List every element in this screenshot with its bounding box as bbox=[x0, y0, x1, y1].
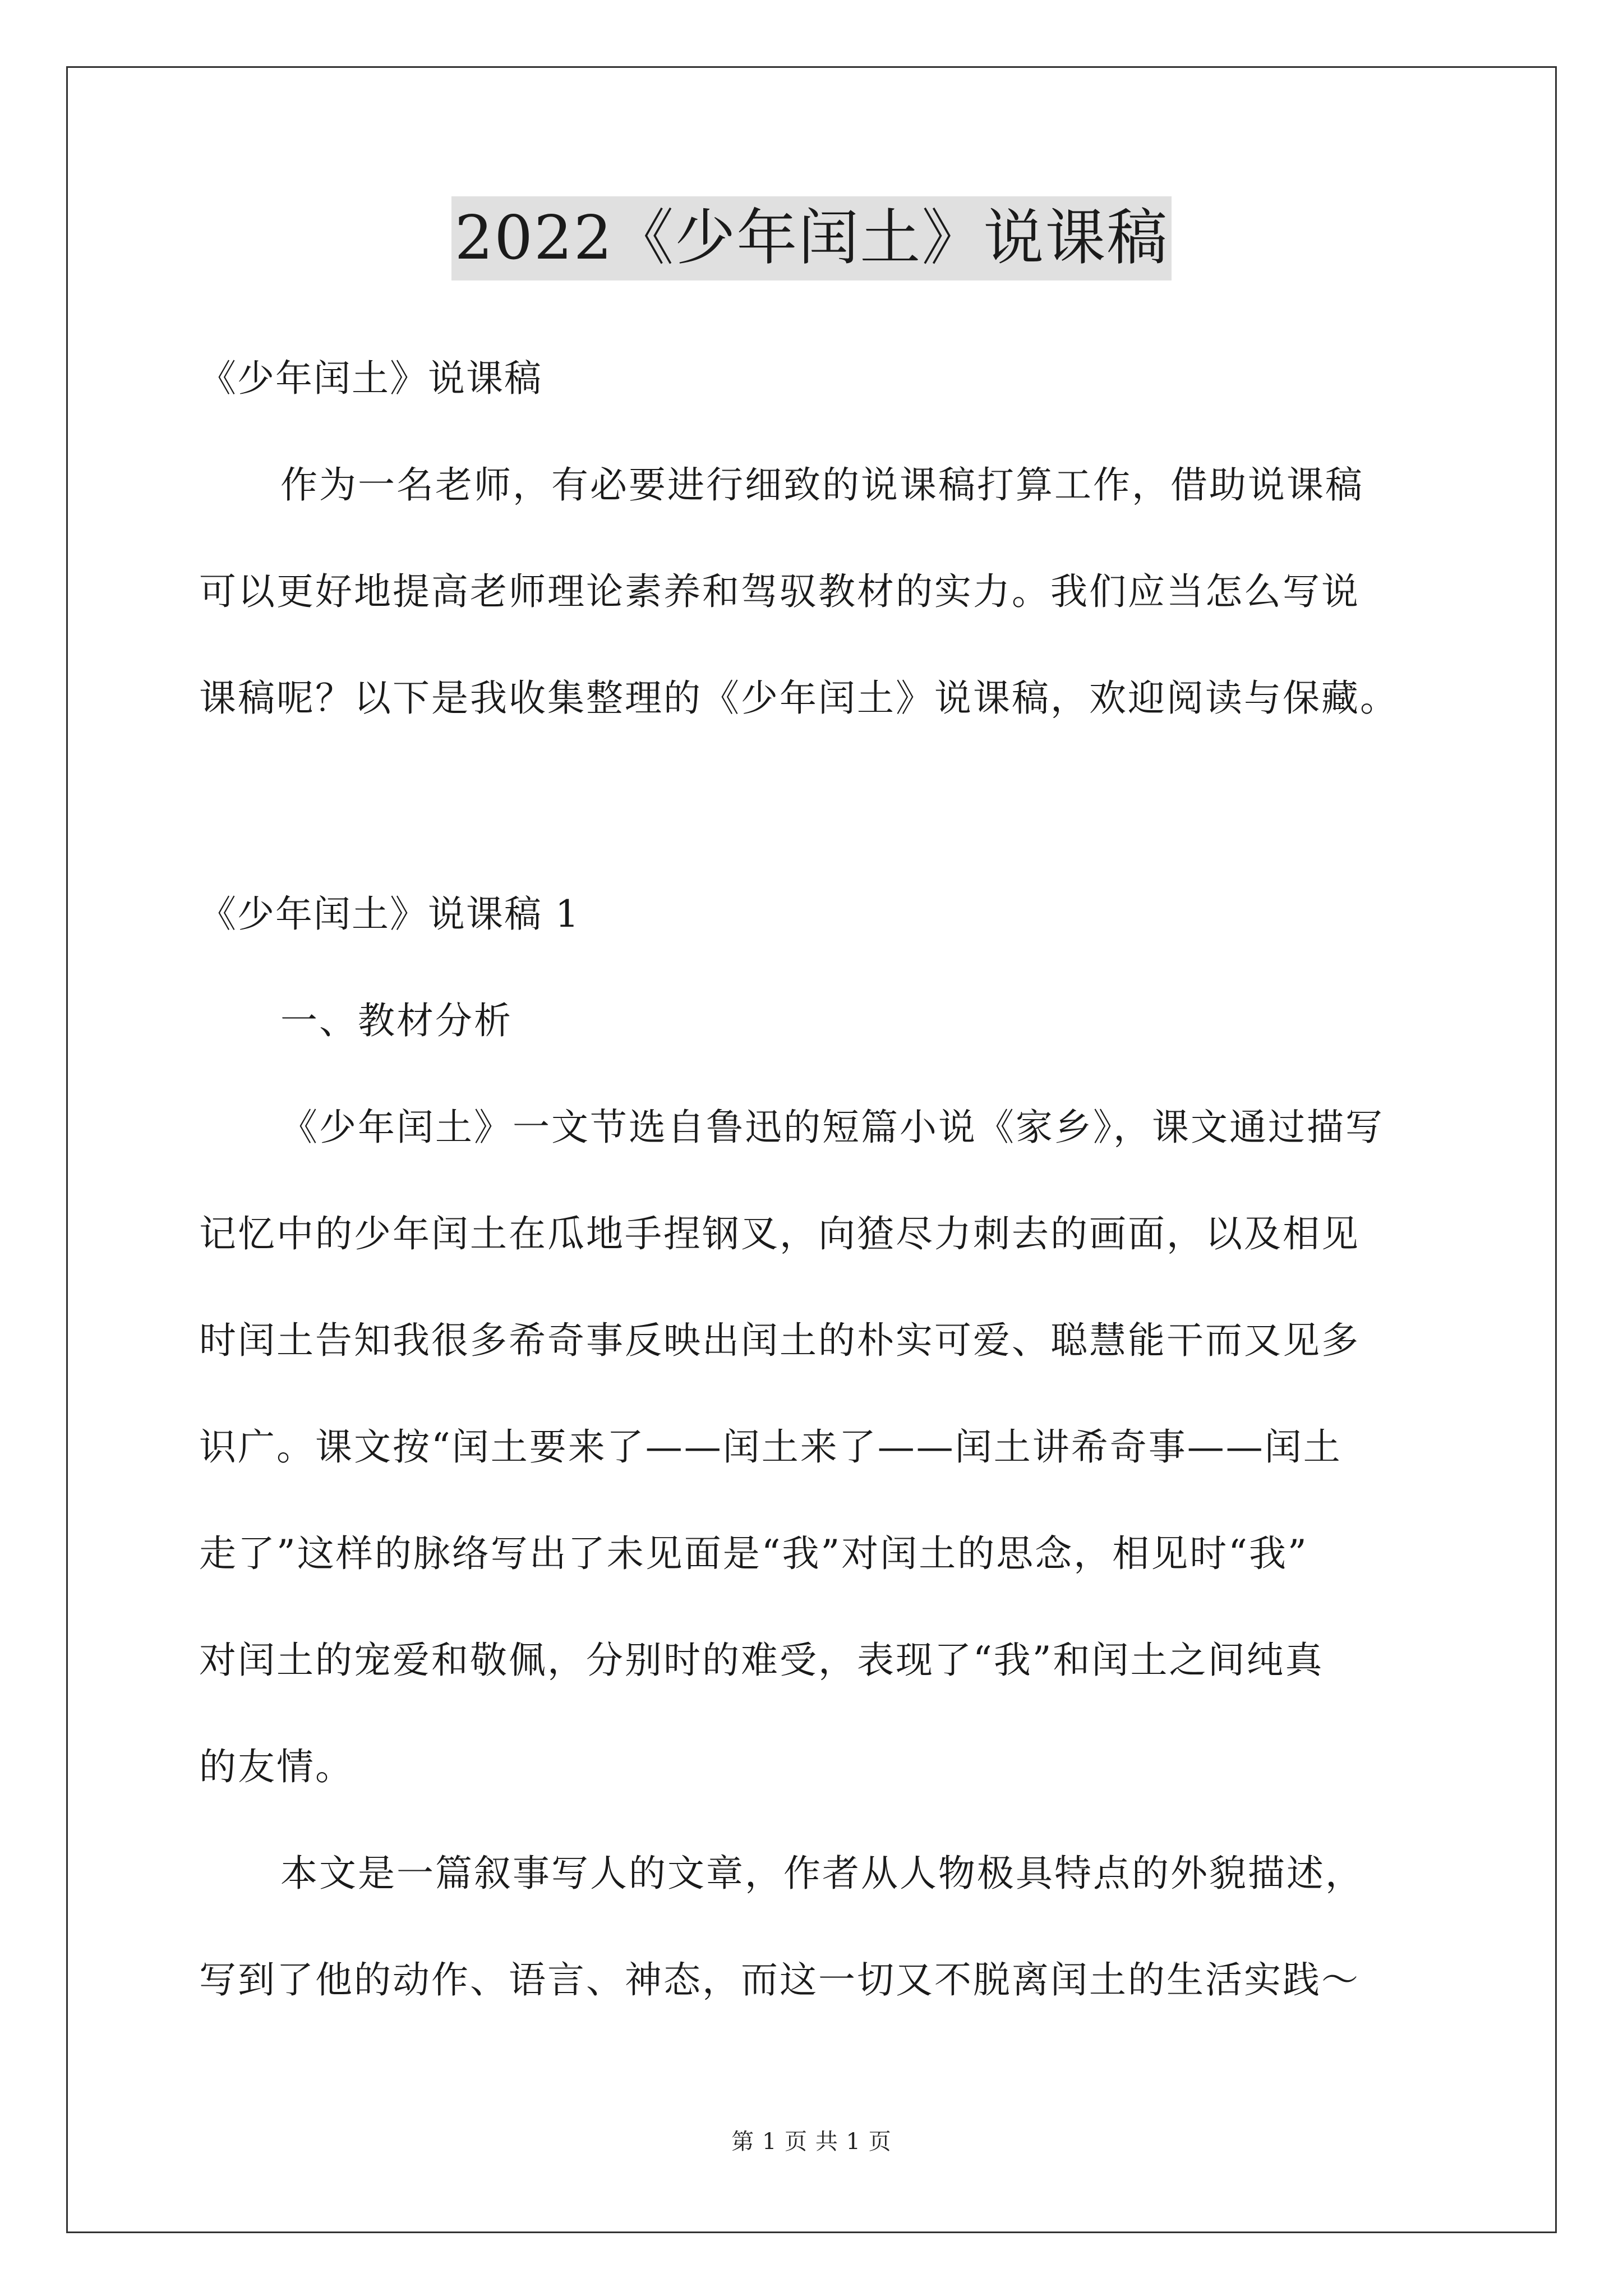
intro-line-2: 可以更好地提高老师理论素养和驾驭教材的实力。我们应当怎么写说 bbox=[199, 570, 1360, 613]
para2-line-1: 本文是一篇叙事写人的文章，作者从人物极具特点的外貌描述， bbox=[280, 1852, 1364, 1895]
title-wrapper bbox=[0, 196, 1623, 280]
document-title: 2022《少年闰土》说课稿 bbox=[451, 196, 1172, 280]
para2-line-2: 写到了他的动作、语言、神态，而这一切又不脱离闰土的生活实践～ bbox=[199, 1958, 1360, 2001]
para1-line-2: 记忆中的少年闰土在瓜地手捏钢叉，向猹尽力刺去的画面，以及相见 bbox=[199, 1212, 1360, 1255]
para1-line-1: 《少年闰土》一文节选自鲁迅的短篇小说《家乡》，课文通过描写 bbox=[280, 1106, 1384, 1149]
para1-line-4: 识广。课文按“闰土要来了——闰土来了——闰土讲希奇事——闰土 bbox=[199, 1425, 1342, 1469]
para1-line-3: 时闰土告知我很多希奇事反映出闰土的朴实可爱、聪慧能干而又见多 bbox=[199, 1319, 1360, 1362]
section-title: 《少年闰土》说课稿 1 bbox=[199, 892, 580, 936]
document-subtitle: 《少年闰土》说课稿 bbox=[199, 357, 542, 400]
para1-line-5: 走了”这样的脉络写出了未见面是“我”对闰土的思念，相见时“我” bbox=[199, 1532, 1308, 1575]
para1-line-7: 的友情。 bbox=[199, 1745, 354, 1788]
page-footer: 第 1 页 共 1 页 bbox=[731, 2129, 892, 2155]
intro-line-1: 作为一名老师，有必要进行细致的说课稿打算工作，借助说课稿 bbox=[280, 463, 1364, 507]
heading-teaching-material: 一、教材分析 bbox=[280, 999, 513, 1042]
intro-line-3: 课稿呢？以下是我收集整理的《少年闰土》说课稿，欢迎阅读与保藏。 bbox=[199, 677, 1399, 720]
para1-line-6: 对闰土的宠爱和敬佩，分别时的难受，表现了“我”和闰土之间纯真 bbox=[199, 1639, 1324, 1682]
